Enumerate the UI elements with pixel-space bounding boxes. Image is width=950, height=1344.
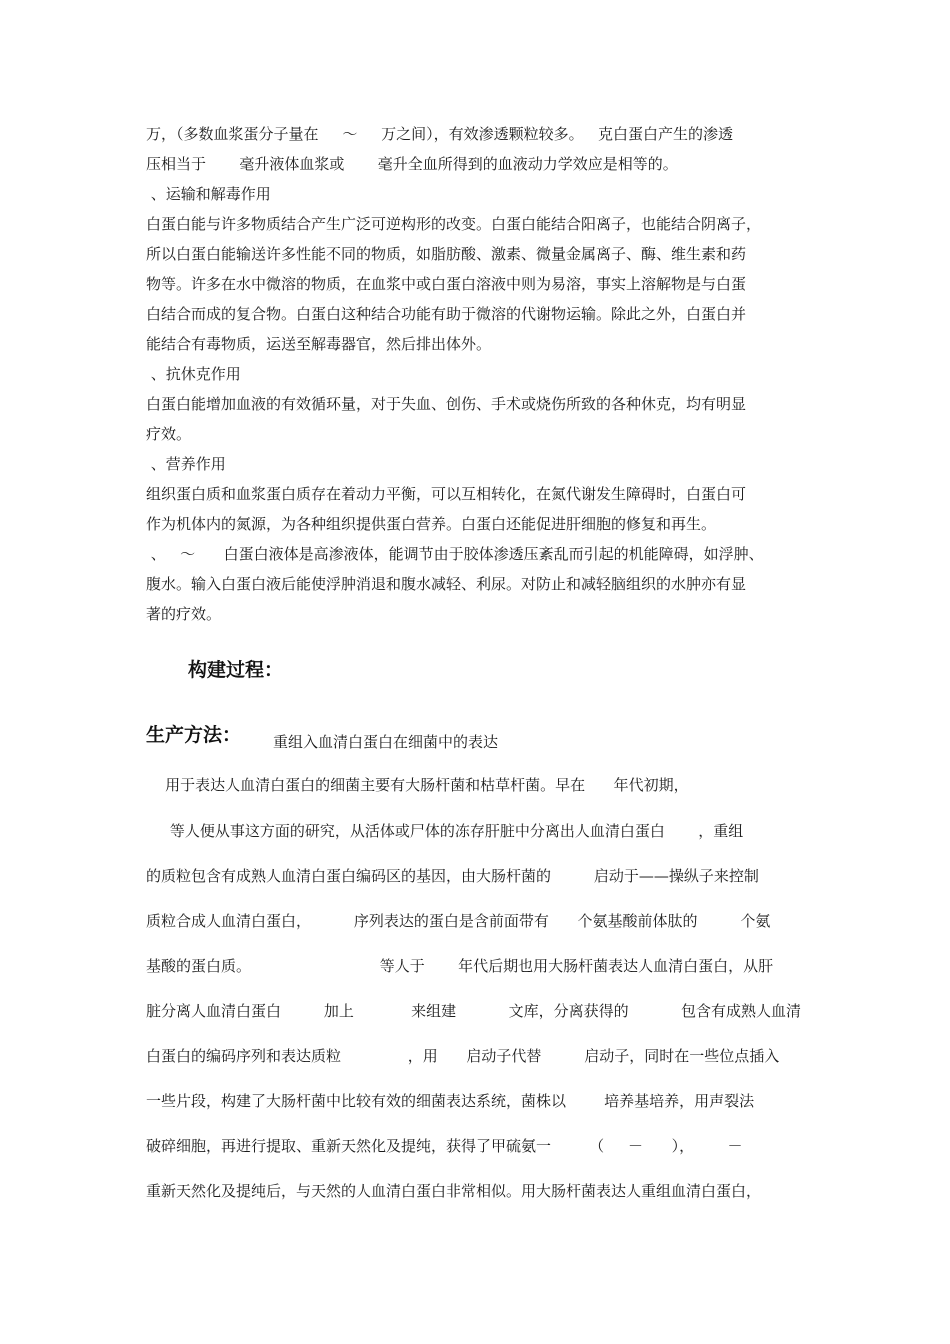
text-line: 的质粒包含有成熟人血清白蛋白编码区的基因，由大肠杆菌的 启动于——操纵子来控制 — [146, 867, 759, 885]
text-line: 白蛋白能增加血液的有效循环量，对于失血、创伤、手术或烧伤所致的各种休克，均有明显 — [146, 395, 747, 413]
text-line: 、 ～ 白蛋白液体是高渗液体，能调节由于胶体渗透压紊乱而引起的机能障碍，如浮肿、 — [146, 545, 764, 563]
section-heading-transport: 、运输和解毒作用 — [146, 185, 271, 203]
text-line: 用于表达人血清白蛋白的细菌主要有大肠杆菌和枯草杆菌。早在 年代初期， — [146, 776, 689, 794]
text-line: 基酸的蛋白质。 等人于 年代后期也用大肠杆菌表达人血清白蛋白，从肝 — [146, 957, 774, 975]
text-line: 重新天然化及提纯后，与天然的人血清白蛋白非常相似。用大肠杆菌表达人重组血清白蛋白， — [146, 1182, 762, 1200]
text-line: 物等。许多在水中微溶的物质，在血浆中或白蛋白溶液中则为易溶，事实上溶解物是与白蛋 — [146, 275, 747, 293]
text-line: 白蛋白能与许多物质结合产生广泛可逆构形的改变。白蛋白能结合阳离子，也能结合阴离子， — [146, 215, 762, 233]
text-line: 组织蛋白质和血浆蛋白质存在着动力平衡，可以互相转化，在氮代谢发生障碍时，白蛋白可 — [146, 485, 747, 503]
text-line: 等人便从事这方面的研究，从活体或尸体的冻存肝脏中分离出人血清白蛋白 ，重组 — [146, 822, 744, 840]
text-line: 白蛋白的编码序列和表达质粒 ，用 启动子代替 启动子，同时在一些位点插入 — [146, 1047, 780, 1065]
text-line: 质粒合成人血清白蛋白， 序列表达的蛋白是含前面带有 个氨基酸前体肽的 个氨 — [146, 912, 771, 930]
text-line: 疗效。 — [146, 425, 192, 443]
heading-production-method: 生产方法： — [146, 724, 242, 746]
text-line: 压相当于 毫升液体血浆或 毫升全血所得到的血液动力学效应是相等的。 — [146, 155, 678, 173]
text-line: 万，（多数血浆蛋分子量在 ～ 万之间），有效渗透颗粒较多。 克白蛋白产生的渗透 — [146, 125, 733, 143]
text-line: 作为机体内的氮源，为各种组织提供蛋白营养。白蛋白还能促进肝细胞的修复和再生。 — [146, 515, 717, 533]
text-line: 所以白蛋白能输送许多性能不同的物质，如脂肪酸、激素、微量金属离子、酶、维生素和药 — [146, 245, 747, 263]
text-line: 一些片段，构建了大肠杆菌中比较有效的细菌表达系统，菌株以 培养基培养，用声裂法 — [146, 1092, 755, 1110]
method-subtitle: 重组入血清白蛋白在细菌中的表达 — [273, 733, 499, 751]
text-line: 著的疗效。 — [146, 605, 222, 623]
section-heading-nutrition: 、营养作用 — [146, 455, 226, 473]
text-line: 脏分离人血清白蛋白 加上 来组建 文库，分离获得的 包含有成熟人血清 — [146, 1002, 802, 1020]
section-heading-antishock: 、抗休克作用 — [146, 365, 241, 383]
text-line: 白结合而成的复合物。白蛋白这种结合功能有助于微溶的代谢物运输。除此之外，白蛋白并 — [146, 305, 747, 323]
text-line: 破碎细胞，再进行提取、重新天然化及提纯，获得了甲硫氨一 （ － ）， － — [146, 1137, 743, 1155]
heading-build-process: 构建过程： — [188, 659, 284, 681]
text-line: 能结合有毒物质，运送至解毒器官，然后排出体外。 — [146, 335, 492, 353]
text-line: 腹水。输入白蛋白液后能使浮肿消退和腹水减轻、利尿。对防止和减轻脑组织的水肿亦有显 — [146, 575, 747, 593]
